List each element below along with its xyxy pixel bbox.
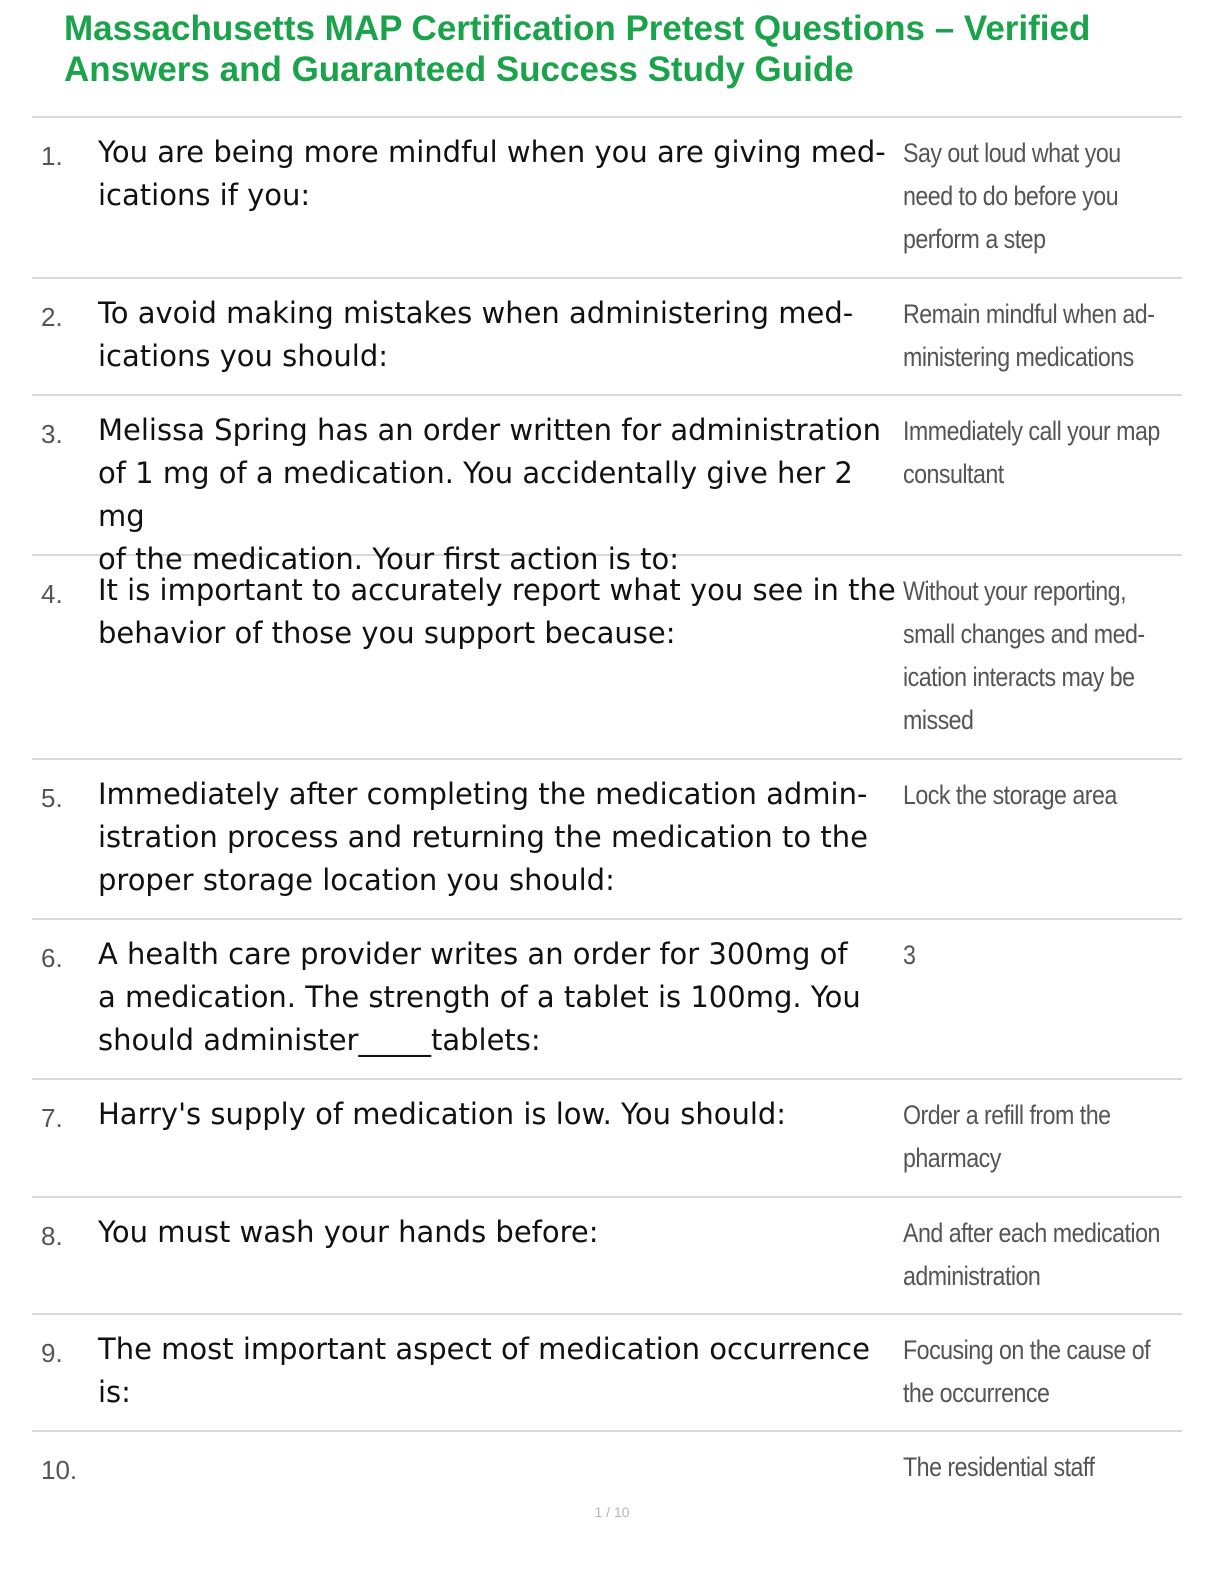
question-number: 1.	[41, 141, 63, 171]
question-text: To avoid making mistakes when administering med- ications you should:	[98, 296, 854, 373]
question-number: 2.	[41, 302, 63, 332]
question-row	[32, 1198, 1182, 1315]
answer-text: Say out loud what you need to do before you perform a step	[903, 138, 1121, 254]
question-row	[32, 118, 1182, 279]
document-title: Massachusetts MAP Certification Pretest Questions – Verified Answers and Guaranteed Success Study Guide	[64, 9, 1091, 89]
answer-text: And after each medication administration	[903, 1218, 1160, 1291]
question-row	[32, 760, 1182, 920]
answer-text: 3	[903, 940, 916, 970]
answer-text: Order a refill from the pharmacy	[903, 1100, 1111, 1173]
question-row	[32, 1315, 1182, 1432]
question-row	[32, 279, 1182, 396]
question-number: 9.	[41, 1338, 63, 1368]
question-number: 6.	[41, 943, 63, 973]
question-row	[32, 396, 1182, 576]
page-indicator: 1 / 10	[594, 1504, 630, 1520]
question-row	[32, 556, 1182, 760]
answer-text: Remain mindful when ad- ministering medications	[903, 299, 1155, 372]
question-text: You must wash your hands before:	[98, 1215, 599, 1249]
question-text: It is important to accurately report what you see in the behavior of those you support because:	[98, 573, 896, 650]
question-list	[32, 116, 1182, 1494]
question-text: Harry's supply of medication is low. You should:	[98, 1097, 787, 1131]
question-text: You are being more mindful when you are giving med- ications if you:	[98, 135, 886, 212]
question-number: 3.	[41, 419, 63, 449]
answer-text: The residential staff	[903, 1452, 1095, 1482]
answer-text: Focusing on the cause of the occurrence	[903, 1335, 1151, 1408]
question-text: Immediately after completing the medication admin- istration process and returning the medication to the proper storage location you should:	[98, 777, 868, 897]
answer-text: Lock the storage area	[903, 780, 1117, 810]
question-row	[32, 1080, 1182, 1198]
question-number: 7.	[41, 1103, 63, 1133]
question-row	[32, 1432, 1182, 1494]
question-text: A health care provider writes an order for 300mg of a medication. The strength of a tablet is 100mg. You should administer_____tablets:	[98, 937, 861, 1057]
question-text: Melissa Spring has an order written for administration of 1 mg of a medication. You accidentally give her 2 mg of the medication. Your first action is to:	[98, 413, 881, 576]
answer-text: Without your reporting, small changes and med- ication interacts may be missed	[903, 576, 1145, 735]
question-row	[32, 920, 1182, 1080]
question-number: 4.	[41, 579, 63, 609]
answer-text: Immediately call your map consultant	[903, 416, 1160, 489]
question-text: The most important aspect of medication occurrence is:	[98, 1332, 870, 1409]
question-number: 8.	[41, 1221, 63, 1251]
question-number: 10.	[41, 1455, 78, 1485]
question-number: 5.	[41, 783, 63, 813]
